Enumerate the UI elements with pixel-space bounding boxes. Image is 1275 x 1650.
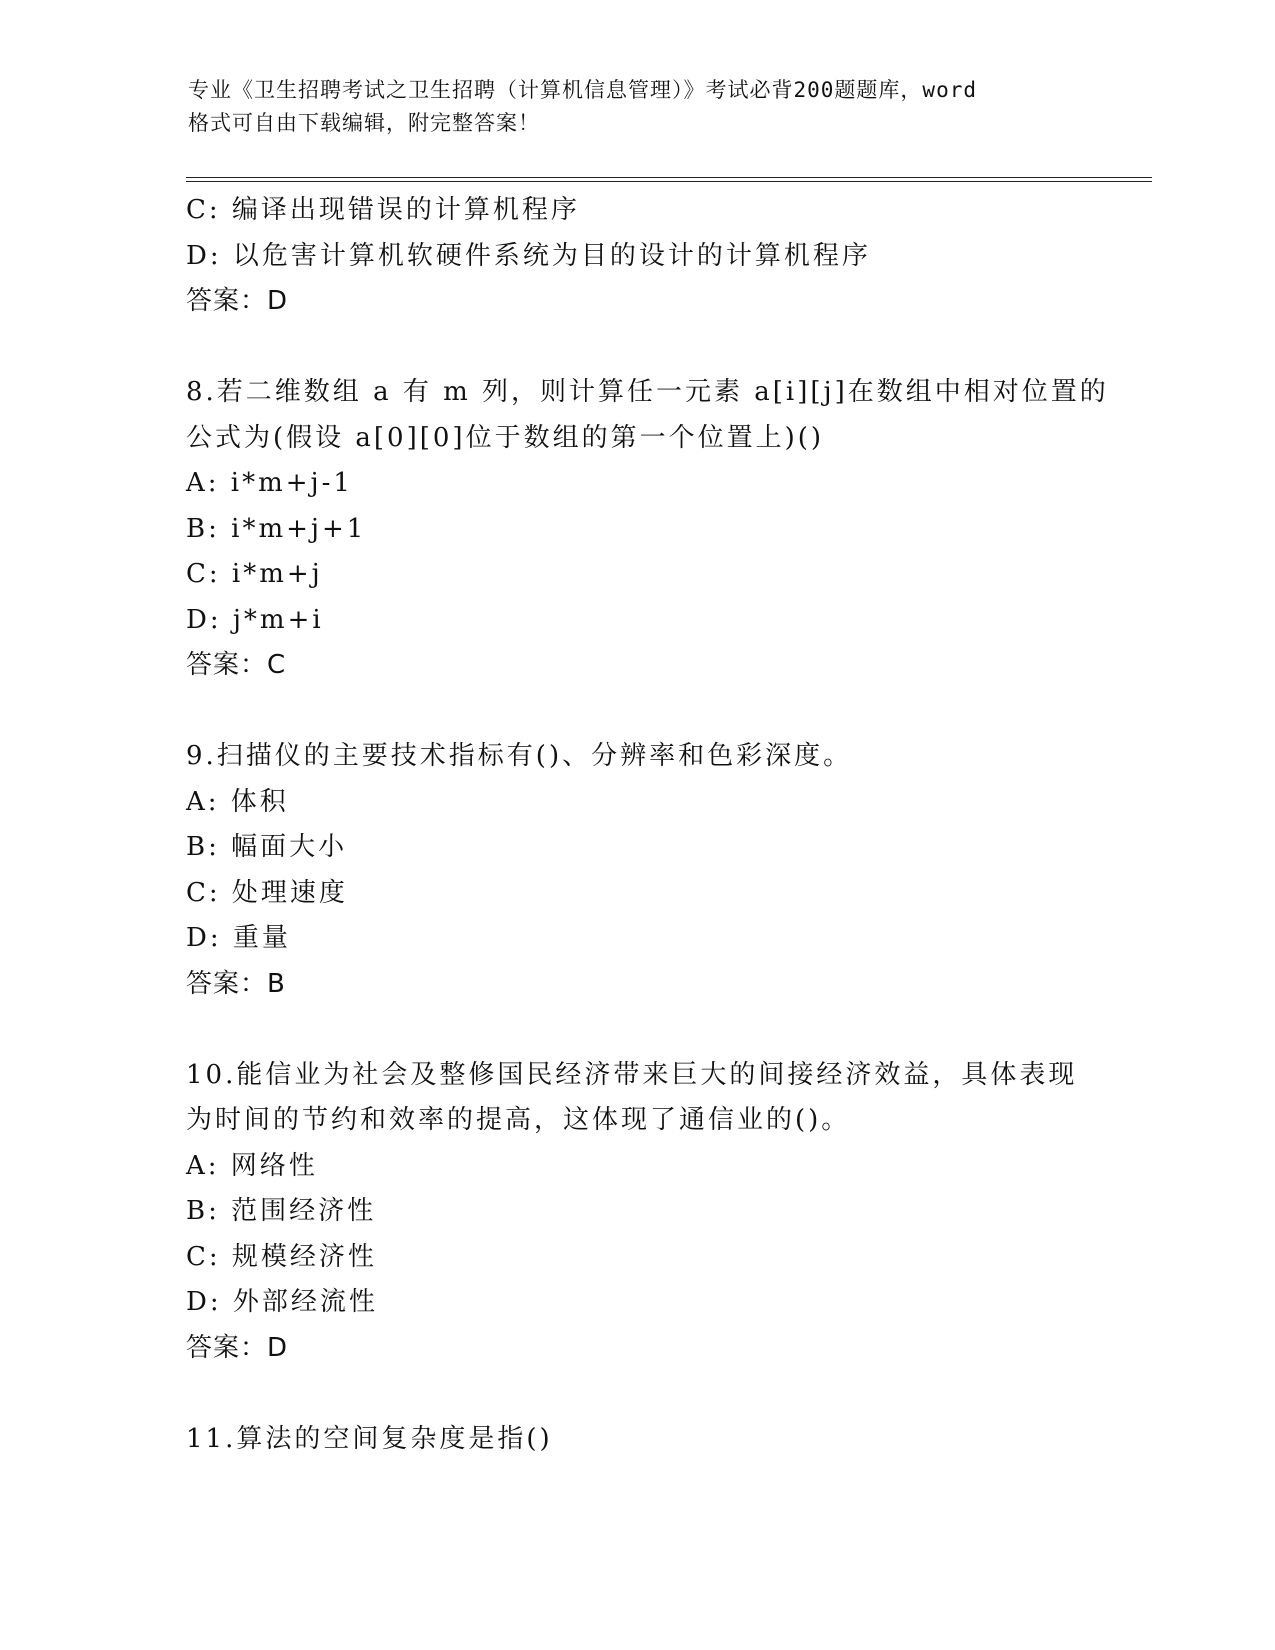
option-b: B: 范围经济性 bbox=[186, 1196, 377, 1226]
option-d: D: 外部经流性 bbox=[186, 1287, 378, 1317]
option-d: D: 重量 bbox=[186, 923, 291, 953]
question-list bbox=[186, 188, 1136, 1462]
option-d: D: 以危害计算机软硬件系统为目的设计的计算机程序 bbox=[186, 240, 871, 271]
answer: 答案：D bbox=[186, 286, 289, 316]
header-line-2: 格式可自由下载编辑，附完整答案！ bbox=[188, 111, 540, 135]
spacer bbox=[186, 1371, 1136, 1417]
option-b: B: 幅面大小 bbox=[186, 832, 348, 862]
header-line-1: 专业《卫生招聘考试之卫生招聘（计算机信息管理）》考试必背200题题库，word bbox=[188, 78, 977, 102]
spacer bbox=[186, 1007, 1136, 1053]
option-c: C: 处理速度 bbox=[186, 877, 348, 908]
question-stem: 8.若二维数组 a 有 m 列，则计算任一元素 a[i][j]在数组中相对位置的 bbox=[186, 377, 1109, 407]
document-header bbox=[188, 74, 1088, 140]
question-9 bbox=[186, 734, 1136, 1007]
option-b: B: i*m+j+1 bbox=[186, 513, 367, 544]
option-d: D: j*m+i bbox=[186, 604, 324, 635]
question-stem: 10.能信业为社会及整修国民经济带来巨大的间接经济效益，具体表现 bbox=[186, 1059, 1078, 1090]
option-c: C: i*m+j bbox=[186, 559, 323, 589]
option-a: A: 网络性 bbox=[186, 1150, 318, 1181]
option-a: A: i*m+j-1 bbox=[186, 468, 353, 498]
option-c: C: 规模经济性 bbox=[186, 1241, 377, 1272]
header-divider-bottom bbox=[186, 181, 1152, 182]
answer: 答案：B bbox=[186, 968, 286, 999]
answer: 答案：C bbox=[186, 650, 287, 680]
question-stem: 11.算法的空间复杂度是指() bbox=[186, 1423, 553, 1454]
question-10 bbox=[186, 1053, 1136, 1372]
question-11 bbox=[186, 1417, 1136, 1463]
option-c: C: 编译出现错误的计算机程序 bbox=[186, 195, 580, 225]
question-stem: 9.扫描仪的主要技术指标有()、分辨率和色彩深度。 bbox=[186, 741, 853, 771]
spacer bbox=[186, 689, 1136, 735]
question-stem-continued: 公式为(假设 a[0][0]位于数组的第一个位置上)() bbox=[186, 422, 824, 453]
question-7 bbox=[186, 188, 1136, 325]
option-a: A: 体积 bbox=[186, 786, 289, 817]
spacer bbox=[186, 325, 1136, 371]
header-divider-top bbox=[186, 177, 1152, 178]
answer: 答案：D bbox=[186, 1332, 289, 1363]
question-8 bbox=[186, 370, 1136, 689]
question-stem-continued: 为时间的节约和效率的提高，这体现了通信业的()。 bbox=[186, 1105, 851, 1135]
